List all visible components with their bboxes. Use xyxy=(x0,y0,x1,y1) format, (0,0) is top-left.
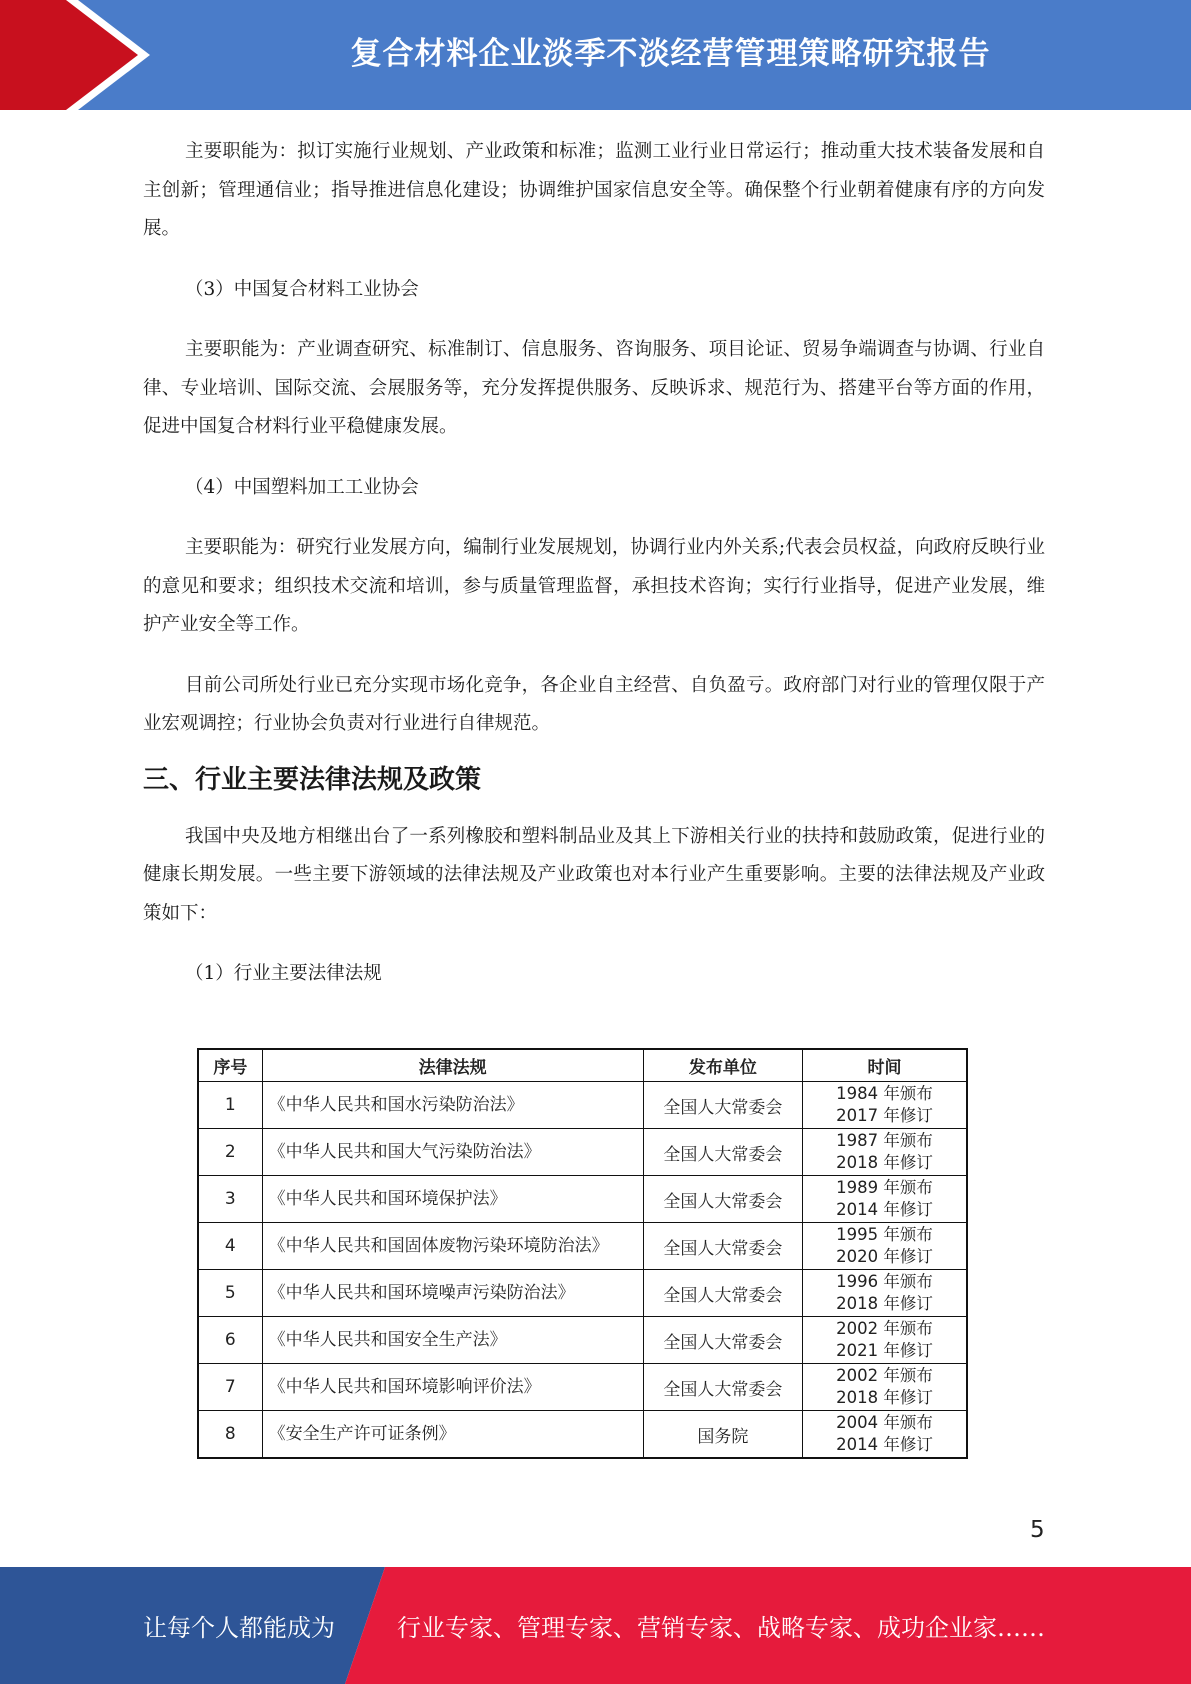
table-row xyxy=(198,1317,967,1364)
row-no: 7 xyxy=(198,1364,262,1411)
row-issuer: 全国人大常委会 xyxy=(643,1223,802,1270)
report-title: 复合材料企业淡季不淡经营管理策略研究报告 xyxy=(350,35,991,72)
table-row xyxy=(198,1411,967,1459)
row-issuer: 国务院 xyxy=(643,1411,802,1459)
time-promulgated: 2002 年颁布 xyxy=(836,1366,933,1385)
time-promulgated: 2004 年颁布 xyxy=(836,1413,933,1432)
subheading-main-laws: （1）行业主要法律法规 xyxy=(185,963,382,984)
row-issuer: 全国人大常委会 xyxy=(643,1129,802,1176)
table-row xyxy=(198,1176,967,1223)
row-time xyxy=(803,1411,967,1459)
time-promulgated: 1996 年颁布 xyxy=(836,1272,933,1291)
row-time xyxy=(803,1082,967,1129)
paragraph-market-competition: 目前公司所处行业已充分实现市场化竞争，各企业自主经营、自负盈亏。政府部门对行业的管理仅限于产业宏观调控；行业协会负责对行业进行自律规范。 xyxy=(143,674,1045,734)
table-row xyxy=(198,1223,967,1270)
row-time xyxy=(803,1364,967,1411)
paragraph-policies-intro: 我国中央及地方相继出台了一系列橡胶和塑料制品业及其上下游相关行业的扶持和鼓励政策，促进行业的健康长期发展。一些主要下游领域的法律法规及产业政策也对本行业产生重要影响。主要的法律法规及产业政策如下： xyxy=(143,825,1045,924)
row-no: 4 xyxy=(198,1223,262,1270)
time-revised: 2017 年修订 xyxy=(836,1106,933,1125)
row-no: 3 xyxy=(198,1176,262,1223)
section-heading-laws: 三、行业主要法律法规及政策 xyxy=(143,764,482,795)
row-law: 《中华人民共和国安全生产法》 xyxy=(262,1317,643,1364)
paragraph-duties-miit: 主要职能为：拟订实施行业规划、产业政策和标准；监测工业行业日常运行；推动重大技术装备发展和自主创新；管理通信业；指导推进信息化建设；协调维护国家信息安全等。确保整个行业朝着健康有序的方向发展。 xyxy=(143,141,1045,239)
row-issuer: 全国人大常委会 xyxy=(643,1317,802,1364)
row-law: 《中华人民共和国环境影响评价法》 xyxy=(262,1364,643,1411)
table-row xyxy=(198,1364,967,1411)
row-time xyxy=(803,1129,967,1176)
footer-slogan-left: 让每个人都能成为 xyxy=(143,1614,335,1642)
laws-table xyxy=(197,1048,968,1459)
table-row xyxy=(198,1129,967,1176)
row-law: 《安全生产许可证条例》 xyxy=(262,1411,643,1459)
row-issuer: 全国人大常委会 xyxy=(643,1176,802,1223)
row-issuer: 全国人大常委会 xyxy=(643,1364,802,1411)
table-row xyxy=(198,1082,967,1129)
paragraph-duties-plastics: 主要职能为：研究行业发展方向，编制行业发展规划，协调行业内外关系;代表会员权益，向政府反映行业的意见和要求；组织技术交流和培训，参与质量管理监督，承担技术咨询；实行行业指导，促进产业发展，维护产业安全等工作。 xyxy=(143,537,1045,635)
page-footer xyxy=(0,1567,1191,1684)
footer-slogan-right: 行业专家、管理专家、营销专家、战略专家、成功企业家…… xyxy=(397,1614,1045,1642)
time-promulgated: 2002 年颁布 xyxy=(836,1319,933,1338)
header-law: 法律法规 xyxy=(262,1049,643,1082)
time-revised: 2018 年修订 xyxy=(836,1153,933,1172)
page-header xyxy=(0,0,1191,110)
row-time xyxy=(803,1176,967,1223)
time-revised: 2014 年修订 xyxy=(836,1435,933,1454)
time-promulgated: 1987 年颁布 xyxy=(836,1131,933,1150)
row-law: 《中华人民共和国固体废物污染环境防治法》 xyxy=(262,1223,643,1270)
header-no: 序号 xyxy=(198,1049,262,1082)
time-revised: 2018 年修订 xyxy=(836,1294,933,1313)
header-issuer: 发布单位 xyxy=(643,1049,802,1082)
row-issuer: 全国人大常委会 xyxy=(643,1082,802,1129)
row-time xyxy=(803,1223,967,1270)
time-revised: 2018 年修订 xyxy=(836,1388,933,1407)
row-no: 5 xyxy=(198,1270,262,1317)
row-no: 6 xyxy=(198,1317,262,1364)
time-revised: 2021 年修订 xyxy=(836,1341,933,1360)
row-no: 1 xyxy=(198,1082,262,1129)
row-law: 《中华人民共和国大气污染防治法》 xyxy=(262,1129,643,1176)
row-no: 8 xyxy=(198,1411,262,1459)
table-row xyxy=(198,1270,967,1317)
time-promulgated: 1995 年颁布 xyxy=(836,1225,933,1244)
row-time xyxy=(803,1317,967,1364)
header-time: 时间 xyxy=(803,1049,967,1082)
row-no: 2 xyxy=(198,1129,262,1176)
subheading-composite-association: （3）中国复合材料工业协会 xyxy=(185,278,419,300)
row-law: 《中华人民共和国环境保护法》 xyxy=(262,1176,643,1223)
page-number: 5 xyxy=(1030,1517,1045,1543)
time-revised: 2020 年修订 xyxy=(836,1247,933,1266)
row-time xyxy=(803,1270,967,1317)
paragraph-duties-composite: 主要职能为：产业调查研究、标准制订、信息服务、咨询服务、项目论证、贸易争端调查与协调、行业自律、专业培训、国际交流、会展服务等，充分发挥提供服务、反映诉求、规范行为、搭建平台等方面的作用，促进中国复合材料行业平稳健康发展。 xyxy=(143,339,1045,437)
time-promulgated: 1989 年颁布 xyxy=(836,1178,933,1197)
row-law: 《中华人民共和国水污染防治法》 xyxy=(262,1082,643,1129)
subheading-plastics-association: （4）中国塑料加工工业协会 xyxy=(185,476,419,498)
row-law: 《中华人民共和国环境噪声污染防治法》 xyxy=(262,1270,643,1317)
table-header-row xyxy=(198,1049,967,1082)
time-promulgated: 1984 年颁布 xyxy=(836,1084,933,1103)
time-revised: 2014 年修订 xyxy=(836,1200,933,1219)
row-issuer: 全国人大常委会 xyxy=(643,1270,802,1317)
body-content xyxy=(143,133,1045,994)
